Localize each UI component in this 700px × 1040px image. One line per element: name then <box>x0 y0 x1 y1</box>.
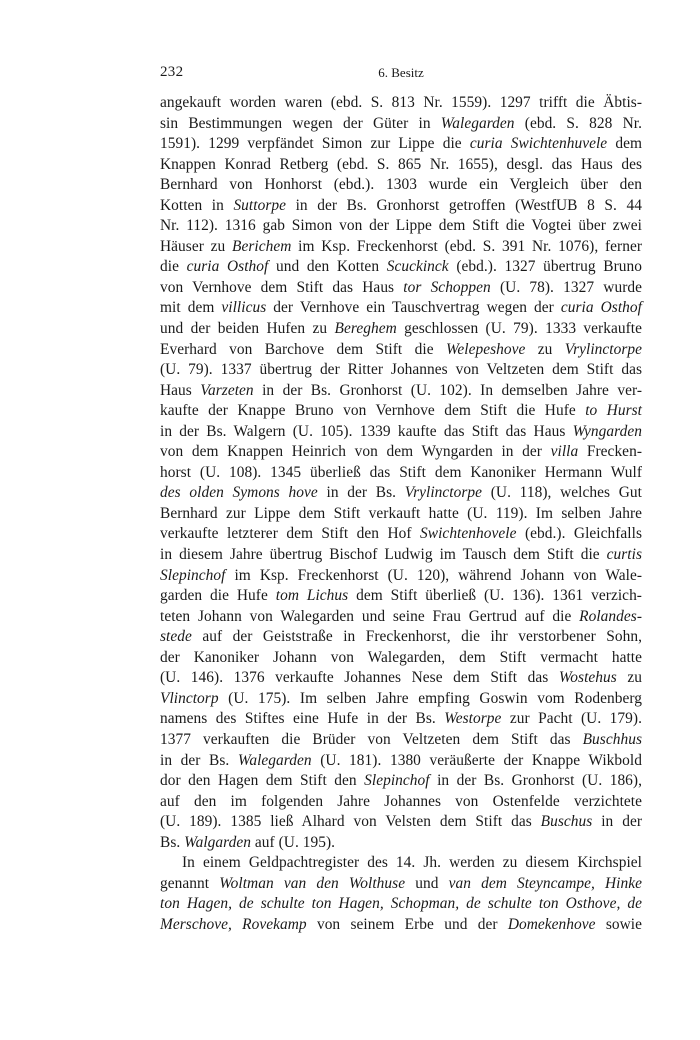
text-line <box>160 257 642 278</box>
text-segment: in der Bs. Gronhorst (U. 186), <box>429 772 643 790</box>
text-segment: dor den Hagen dem Stift den <box>160 772 365 790</box>
text-segment: Bs. <box>160 833 185 851</box>
text-segment: 1377 verkauften die Brüder von Veltzeten dem Stift das <box>160 730 583 748</box>
text-segment: Häuser zu <box>160 237 233 255</box>
text-segment: zur Pacht (U. 179). <box>501 710 642 728</box>
text-segment: verkaufte letzterer dem Stift den Hof <box>160 525 421 543</box>
text-segment: (U. 79). 1337 übertrug der Ritter Johannes von Veltzeten dem Stift das <box>160 361 642 379</box>
text-segment: von dem Knappen Heinrich von dem Wyngarden in der <box>160 443 551 461</box>
text-segment: in der Bs. Gronhorst (U. 102). In demselben Jahre ver- <box>253 381 642 399</box>
text-line <box>160 586 642 607</box>
text-segment: dem Stift überließ (U. 136). 1361 verzich- <box>348 587 642 605</box>
text-line <box>160 792 642 813</box>
text-segment: Nr. 112). 1316 gab Simon von der Lippe dem Stift die Vogtei über zwei <box>160 217 642 235</box>
text-segment: Frecken- <box>578 443 642 461</box>
text-segment: In einem Geldpachtregister des 14. Jh. werden zu diesem Kirchspiel <box>182 854 642 872</box>
italic-text: Walegarden <box>237 751 312 769</box>
page-header <box>160 64 642 84</box>
text-segment: (U. 175). Im selben Jahre empfing Goswin vom Rodenberg <box>218 689 642 707</box>
italic-text: tor Schoppen <box>403 278 491 296</box>
text-line <box>160 381 642 402</box>
text-segment: auf der Geiststraße in Freckenhorst, die ihr verstorbener Sohn, <box>191 628 642 646</box>
italic-text: curia Osthof <box>560 299 642 317</box>
text-segment: in der Bs. <box>317 484 405 502</box>
text-line <box>160 915 642 936</box>
text-segment: auf den im folgenden Jahre Johannes von Ostenfelde verzichtete <box>160 792 642 810</box>
italic-text: to Hurst <box>585 402 642 420</box>
text-segment: zu <box>616 669 642 687</box>
italic-text: Scuckinck <box>386 258 449 276</box>
text-line <box>160 894 642 915</box>
text-line <box>160 668 642 689</box>
text-line <box>160 134 642 155</box>
text-line <box>160 463 642 484</box>
text-segment: Bernhard zur Lippe dem Stift verkauft hatte (U. 119). Im selben Jahre <box>160 504 642 522</box>
text-segment: von Vernhove dem Stift das Haus <box>160 278 404 296</box>
text-line <box>160 483 642 504</box>
text-segment: (U. 146). 1376 verkaufte Johannes Nese dem Stift das <box>160 669 559 687</box>
text-line <box>160 93 642 114</box>
text-segment: und <box>405 874 449 892</box>
italic-text: Wostehus <box>558 669 617 687</box>
italic-text: curia Swichtenhuvele <box>469 135 608 153</box>
italic-text: Vrylinctorpe <box>404 484 483 502</box>
text-segment: und der beiden Hufen zu <box>160 320 335 338</box>
italic-text: Berichem <box>232 237 292 255</box>
text-segment: Knappen Konrad Retberg (ebd. S. 865 Nr. 1655), desgl. das Haus des <box>160 155 642 173</box>
text-line <box>160 524 642 545</box>
italic-text: Suttorpe <box>233 196 286 214</box>
text-line <box>160 196 642 217</box>
text-segment: (ebd.). 1327 übertrug Bruno <box>448 258 643 276</box>
text-line <box>160 812 642 833</box>
text-segment: Haus <box>160 381 201 399</box>
text-segment: (U. 181). 1380 veräußerte der Knappe Wikbold <box>311 751 642 769</box>
text-segment: der Kanoniker Johann von Walegarden, dem Stift vermacht hatte <box>160 648 642 666</box>
italic-text: Walgarden <box>184 833 252 851</box>
italic-text: Rolandes- <box>579 607 642 625</box>
text-segment: Bernhard von Honhorst (ebd.). 1303 wurde ein Vergleich über den <box>160 176 642 194</box>
text-segment: in der <box>592 813 642 831</box>
italic-text: Buschhus <box>582 730 642 748</box>
text-line <box>160 442 642 463</box>
text-segment: in der Bs. <box>160 751 238 769</box>
italic-text: stede <box>160 628 192 646</box>
text-segment: sin Bestimmungen wegen der Güter in <box>160 114 441 132</box>
italic-text: Domekenhove <box>507 915 596 933</box>
text-segment: die <box>160 258 187 276</box>
text-segment: (U. 189). 1385 ließ Alhard von Velsten dem Stift das <box>160 813 541 831</box>
text-line <box>160 833 642 854</box>
text-line <box>160 360 642 381</box>
running-head: 6. Besitz <box>378 65 424 80</box>
text-segment: angekauft worden waren (ebd. S. 813 Nr. 1559). 1297 trifft die Äbtis- <box>160 94 642 111</box>
italic-text: tom Lichus <box>275 587 349 605</box>
text-segment: (U. 78). 1327 wurde <box>490 278 642 296</box>
text-line <box>160 689 642 710</box>
italic-text: Welepeshove <box>445 340 526 358</box>
text-segment: horst (U. 108). 1345 überließ das Stift dem Kanoniker Hermann Wulf <box>160 463 642 481</box>
text-line <box>160 298 642 319</box>
text-segment: teten Johann von Walegarden und seine Frau Gertrud auf die <box>160 607 580 625</box>
italic-text: Vlinctorp <box>160 689 219 707</box>
text-line <box>160 874 642 895</box>
text-line <box>160 607 642 628</box>
text-segment: in diesem Jahre übertrug Bischof Ludwig im Tausch dem Stift die <box>160 546 607 564</box>
text-line <box>160 566 642 587</box>
text-segment: kaufte der Knappe Bruno von Vernhove dem Stift die Hufe <box>160 402 586 420</box>
text-line <box>160 114 642 135</box>
text-segment: 1591). 1299 verpfändet Simon zur Lippe die <box>160 135 470 153</box>
text-segment: Everhard von Barchove dem Stift die <box>160 340 446 358</box>
text-segment: zu <box>525 340 565 358</box>
text-line <box>160 648 642 669</box>
text-segment: und den Kotten <box>268 258 387 276</box>
text-segment: Kotten in <box>160 196 234 214</box>
text-line <box>160 278 642 299</box>
italic-text: Bereghem <box>334 320 397 338</box>
text-segment: der Vernhove ein Tauschvertrag wegen der <box>266 299 561 317</box>
text-line <box>160 751 642 772</box>
text-line <box>160 237 642 258</box>
text-segment: im Ksp. Freckenhorst (ebd. S. 391 Nr. 1076), ferner <box>291 237 643 255</box>
italic-text: Vrylinctorpe <box>564 340 643 358</box>
italic-text: Swichtenhovele <box>420 525 517 543</box>
text-line <box>160 504 642 525</box>
page-number: 232 <box>160 64 184 80</box>
italic-text: des olden Symons hove <box>160 484 318 502</box>
text-segment: (ebd.). Gleichfalls <box>516 525 642 543</box>
text-segment: im Ksp. Freckenhorst (U. 120), während Johann von Wale- <box>225 566 642 584</box>
text-line <box>160 340 642 361</box>
text-segment: auf (U. 195). <box>251 833 336 851</box>
text-segment: (ebd. S. 828 Nr. <box>514 114 642 132</box>
text-line <box>160 422 642 443</box>
text-line <box>160 545 642 566</box>
italic-text: Varzeten <box>200 381 254 399</box>
text-segment: genannt <box>160 874 220 892</box>
italic-text: villa <box>550 443 579 461</box>
italic-text: ton Hagen, de schulte ton Hagen, Schopman, de schulte ton Osthove, de <box>160 895 642 913</box>
text-segment: in der Bs. Walgern (U. 105). 1339 kaufte das Stift das Haus <box>160 422 573 440</box>
text-line <box>160 216 642 237</box>
italic-text: Merschove, Rovekamp <box>160 915 307 933</box>
italic-text: Slepinchof <box>364 772 430 790</box>
text-line <box>160 730 642 751</box>
italic-text: villicus <box>221 299 267 317</box>
text-line <box>160 175 642 196</box>
italic-text: Wyngarden <box>572 422 642 440</box>
italic-text: van dem Steyncampe, Hinke <box>448 874 643 892</box>
text-segment: in der Bs. Gronhorst getroffen (WestfUB 8 S. 44 <box>286 196 642 214</box>
text-line <box>160 709 642 730</box>
italic-text: curtis <box>606 546 642 564</box>
italic-text: Buschus <box>540 813 593 831</box>
text-segment: mit dem <box>160 299 222 317</box>
italic-text: Westorpe <box>444 710 502 728</box>
text-line <box>160 627 642 648</box>
text-segment: namens des Stiftes eine Hufe in der Bs. <box>160 710 445 728</box>
text-line <box>160 401 642 422</box>
italic-text: Slepinchof <box>160 566 226 584</box>
text-line <box>160 853 642 874</box>
text-segment: (U. 118), welches Gut <box>482 484 642 502</box>
text-segment: geschlossen (U. 79). 1333 verkaufte <box>396 320 642 338</box>
text-segment: garden die Hufe <box>160 587 276 605</box>
text-line <box>160 771 642 792</box>
italic-text: Walegarden <box>440 114 515 132</box>
italic-text: curia Osthof <box>186 258 269 276</box>
body-text <box>160 93 642 935</box>
italic-text: Woltman van den Wolthuse <box>219 874 406 892</box>
text-segment: sowie <box>595 915 642 933</box>
text-segment: dem <box>607 135 642 153</box>
text-line <box>160 319 642 340</box>
text-segment: von seinem Erbe und der <box>306 915 508 933</box>
text-line <box>160 155 642 176</box>
